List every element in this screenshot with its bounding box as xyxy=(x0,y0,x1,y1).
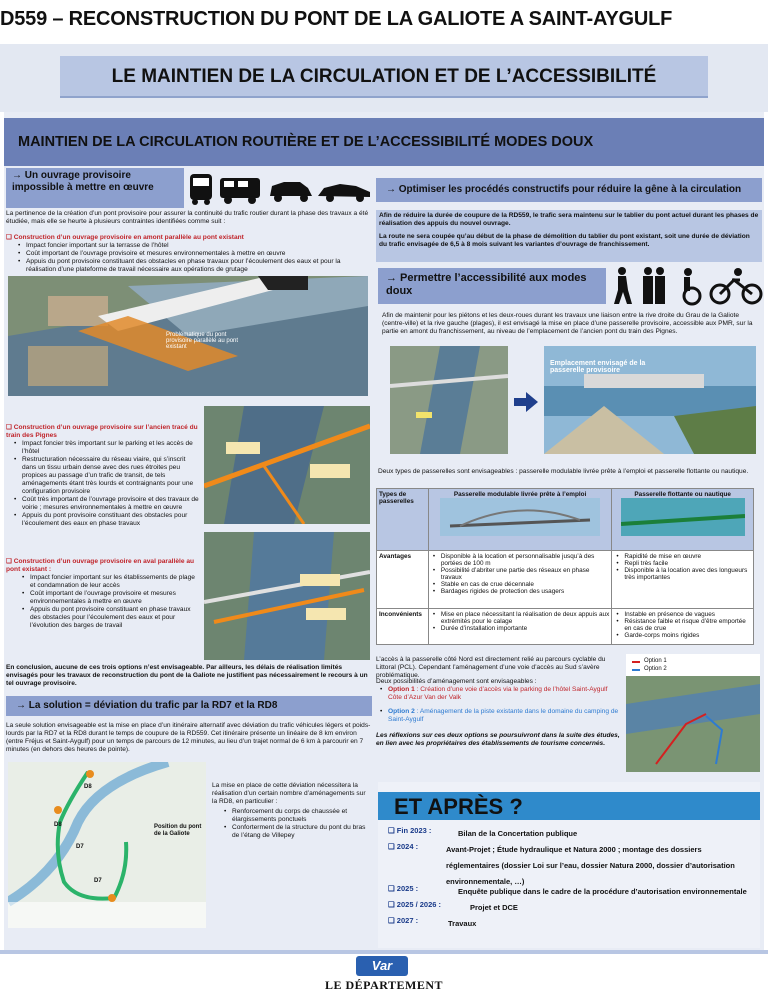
option2-text: : Aménagement de la piste existante dans le domaine du camping de Saint-Aygulf xyxy=(388,708,619,723)
table-header-label: Passerelle modulable livrée prête à l’emploi xyxy=(453,491,587,498)
table-header xyxy=(612,489,754,551)
list-item: • Appuis du pont provisoire constituant des obstacles pour l’écoulement des eaux en phase travaux xyxy=(22,512,200,528)
table-header: Types de passerelles xyxy=(377,489,429,551)
photo-footbridge-location xyxy=(544,346,756,454)
schedule-row xyxy=(388,826,758,842)
var-logo: Var xyxy=(356,956,408,976)
list-item: • Impact foncier important sur les établissements de plage et condamnation de leur accès xyxy=(30,574,200,590)
footer-divider xyxy=(0,950,768,954)
accessibility-text: Afin de maintenir pour les piétons et les deux-roues durant les travaux une liaison entre la rive droite du Grau de la Galiote (centre-ville) et la rive gauche (plages), il est envisagé la mise en place d’une passerelle provisoire, accessible aux PMR, sur la partie en amont du franchissement, au niveau de l’emplacement de l’ancien pont du train des Pignes. xyxy=(382,312,753,335)
schedule-text: Projet et DCE xyxy=(470,903,518,912)
table-header xyxy=(428,489,611,551)
option3-title: ❑ Construction d’un ouvrage provisoire en aval parallèle au pont existant : xyxy=(6,558,195,573)
list-item: • Repli très facile xyxy=(624,560,751,567)
access-options-map xyxy=(626,654,760,772)
deviation-intro: La mise en place de cette déviation nécessitera la réalisation d’un certain nombre d’aménagements sur la RD8, en particulier : xyxy=(212,782,366,805)
map-label-d7-mid: D7 xyxy=(76,844,84,850)
map-label-position: Position du pont de la Galiote xyxy=(154,824,202,838)
modular-footbridge-image xyxy=(440,498,600,536)
list-item: • Appuis du pont provisoire constituant des obstacles en phase travaux pour l’écoulement des eaux et pour la réalisation d’une plateforme de travail nécessaire aux opérations de grutage xyxy=(26,258,372,274)
schedule-row xyxy=(388,900,758,916)
vehicles-icon xyxy=(186,170,374,208)
access-intro: Deux possibilités d’aménagement sont envisageables : xyxy=(376,678,537,685)
next-steps-title: ET APRÈS ? xyxy=(394,794,523,819)
reflection-text: Les réflexions sur ces deux options se poursuivront dans la suite des études, en lien avec les propriétaires des établissements de tourisme concernés. xyxy=(376,732,620,747)
option2-line: • Option 2 : Aménagement de la piste existante dans le domaine du camping de Saint-Aygulf xyxy=(380,708,619,723)
row-label: Inconvénients xyxy=(377,609,429,645)
option1-text: : Création d’une voie d’accès via le parking de l’hôtel Saint-Aygulf Côte d’Azur Van der Valk xyxy=(388,686,608,701)
list-item: • Durée d’installation importante xyxy=(441,625,609,632)
list-item: • Impact foncier important sur la terrasse de l’hôtel xyxy=(26,242,372,250)
list-item: • Garde-corps moins rigides xyxy=(624,632,751,639)
map-label-d7-bot: D7 xyxy=(94,878,102,884)
option1-line: • Option 1 : Création d’une voie d’accès via le parking de l’hôtel Saint-Aygulf Côte d’Azur Van der Valk xyxy=(380,686,608,701)
list-item: • Résistance faible et risque d’être emportée en cas de crue xyxy=(624,618,751,632)
option1-list xyxy=(16,242,372,274)
deviation-list xyxy=(222,808,370,840)
schedule-row xyxy=(388,916,758,932)
list-item: • Restructuration nécessaire du réseau viaire, qui s’inscrit dans un tissu urbain dense avec des rues étroites peu propices au passage d’un trafic de transit, de tels aménagements étant très lourds et contraignants pour une configuration provisoire xyxy=(22,456,200,496)
optimize-p1: Afin de réduire la durée de coupure de la RD559, le trafic sera maintenu sur le tablier du pont actuel durant les phases de réalisation des appuis du nouvel ouvrage. xyxy=(379,212,759,227)
box-title-solution: → La solution = déviation du trafic par la RD7 et la RD8 xyxy=(6,696,372,716)
schedule-label: ❑ 2024 : xyxy=(388,842,419,851)
list-item: • Disponible à la location et personnalisable jusqu’à des portées de 100 m xyxy=(441,553,609,567)
deviation-map xyxy=(8,762,206,928)
list-item: • Renforcement du corps de chaussée et élargissements ponctuels xyxy=(232,808,370,824)
list-item: • Possibilité d’abriter une partie des réseaux en phase travaux xyxy=(441,567,609,581)
list-item: • Coût très important de l’ouvrage provisoire et des travaux de voirie ; mesures environnementales à mettre en œuvre xyxy=(22,496,200,512)
list-item: • Bardages rigides de protection des usagers xyxy=(441,588,609,595)
map-caption: Problématique du pont provisoire parallèle au pont existant xyxy=(166,332,239,350)
option1-label: Option 1 xyxy=(388,686,415,693)
schedule-text: Bilan de la Concertation publique xyxy=(458,829,578,838)
access-text: L’accès à la passerelle côté Nord est directement relié au parcours cyclable du Littoral (PCL). Cependant l’aménagement d’une voie d’accès au Sud s’avère problématique. xyxy=(376,656,606,679)
schedule-list xyxy=(388,826,760,946)
footbridge-comparison-table xyxy=(376,488,754,645)
aerial-map-upstream xyxy=(8,276,368,396)
list-item: • Impact foncier très important sur le parking et les accès de l’hôtel xyxy=(22,440,200,456)
section-title: MAINTIEN DE LA CIRCULATION ROUTIÈRE ET DE L’ACCESSIBILITÉ MODES DOUX xyxy=(4,118,764,166)
list-item: • Coût important de l’ouvrage provisoire et mesures environnementales à mettre en œuvre xyxy=(26,250,372,258)
row-label: Avantages xyxy=(377,551,429,609)
list-item: • Mise en place nécessitant la réalisation de deux appuis aux extrémités pour le calage xyxy=(441,611,609,625)
intro-text: La pertinence de la création d’un pont provisoire pour assurer la continuité du trafic routier durant la phase des travaux a été étudiée, mais elle se heurte à plusieurs contraintes identifiées comme suit : xyxy=(6,210,369,225)
option2-list xyxy=(12,440,200,528)
table-cell xyxy=(428,609,611,645)
aerial-photo-footbridge xyxy=(390,346,508,454)
arrow-right-icon xyxy=(514,392,538,412)
department-label: LE DÉPARTEMENT xyxy=(324,978,444,992)
map-label-d8-top: D8 xyxy=(84,784,92,790)
subtitle: LE MAINTIEN DE LA CIRCULATION ET DE L’ACCESSIBILITÉ xyxy=(60,56,708,98)
list-item: • Coût important de l’ouvrage provisoire et mesures environnementales à mettre en œuvre xyxy=(30,590,200,606)
list-item: • Appuis du pont provisoire constituant en phase travaux des obstacles pour l’écoulement des eaux et pour l’évolution des barges de travail xyxy=(30,606,200,630)
box-title-provisional: → Un ouvrage provisoire impossible à mettre en œuvre xyxy=(6,168,184,208)
table-cell xyxy=(612,551,754,609)
option3-list xyxy=(20,574,200,630)
option2-label: Option 2 xyxy=(388,708,415,715)
option1-title: ❑ Construction d’un ouvrage provisoire en amont parallèle au pont existant xyxy=(6,234,244,241)
page-title: D559 – RECONSTRUCTION DU PONT DE LA GALIOTE A SAINT-AYGULF xyxy=(0,8,673,30)
table-cell xyxy=(612,609,754,645)
list-item: • Rapidité de mise en œuvre xyxy=(624,553,751,560)
legend-option1: Option 1 xyxy=(644,658,667,664)
table-header-label: Passerelle flottante ou nautique xyxy=(634,491,731,498)
schedule-row xyxy=(388,842,758,890)
floating-footbridge-image xyxy=(621,498,745,536)
photo-caption: Emplacement envisagé de la passerelle provisoire xyxy=(550,360,646,374)
schedule-row xyxy=(388,884,758,900)
box-title-optimize: → Optimiser les procédés constructifs pour réduire la gêne à la circulation xyxy=(376,178,762,202)
schedule-label: ❑ 2027 : xyxy=(388,916,419,925)
table-cell xyxy=(428,551,611,609)
legend-option2: Option 2 xyxy=(644,666,667,672)
optimize-p2: La route ne sera coupée qu’au début de la phase de démolition du tablier du pont existant, soit une durée de déviation du trafic envisagée de 6,5 à 8 mois suivant les variantes d’ouvrage de franchissement. xyxy=(379,233,750,248)
list-item: • Stable en cas de crue décennale xyxy=(441,581,609,588)
option2-title: ❑ Construction d’un ouvrage provisoire sur l’ancien tracé du train des Pignes xyxy=(6,424,198,439)
soft-mobility-icons xyxy=(608,266,764,306)
schedule-label: ❑ 2025 : xyxy=(388,884,419,893)
box-title-accessibility: → Permettre l’accessibilité aux modes doux xyxy=(378,268,606,304)
schedule-label: ❑ 2025 / 2026 : xyxy=(388,900,442,909)
aerial-map-downstream xyxy=(204,532,370,660)
list-item: • Conforterment de la structure du pont du bras de l’étang de Villepey xyxy=(232,824,370,840)
optimize-box xyxy=(376,210,762,262)
schedule-text: Enquête publique dans le cadre de la procédure d’autorisation environnementale xyxy=(458,887,747,896)
types-intro: Deux types de passerelles sont envisageables : passerelle modulable livrée prête à l’emploi et passerelle flottante ou nautique. xyxy=(378,468,749,475)
list-item: • Instable en présence de vagues xyxy=(624,611,751,618)
aerial-map-pignes xyxy=(204,406,370,524)
list-item: • Disponible à la location avec des longueurs très importantes xyxy=(624,567,751,581)
conclusion: En conclusion, aucune de ces trois options n’est envisageable. Par ailleurs, les délais de réalisation limités envisagés pour les travaux de reconstruction du pont de la Galiote ne justifient pas nécessairement le recours à un tel ouvrage provisoire. xyxy=(6,664,368,687)
map-label-d8-left: D8 xyxy=(54,822,62,828)
solution-text: La seule solution envisageable est la mise en place d’un itinéraire alternatif avec déviation du trafic véhicules légers et poids-lourds par la RD7 et la RD8 durant le temps de coupure de la RD559. Cet itinéraire présente un linéaire de 8 km environ (entre Fréjus et Saint-Aygulf) pour un temps de parcours de 12 minutes, au lieu d’un trajet normal de 6 km à parcourir en 7 minutes (en dehors des heures de pointe). xyxy=(6,722,371,753)
schedule-label: ❑ Fin 2023 : xyxy=(388,826,432,835)
schedule-text: Avant-Projet ; Étude hydraulique et Natura 2000 ; montage des dossiers réglementaires (dossier Loi sur l’eau, dossier Natura 2000, dossier d’autorisation environnementale, …) xyxy=(446,845,735,886)
schedule-text: Travaux xyxy=(448,919,477,928)
